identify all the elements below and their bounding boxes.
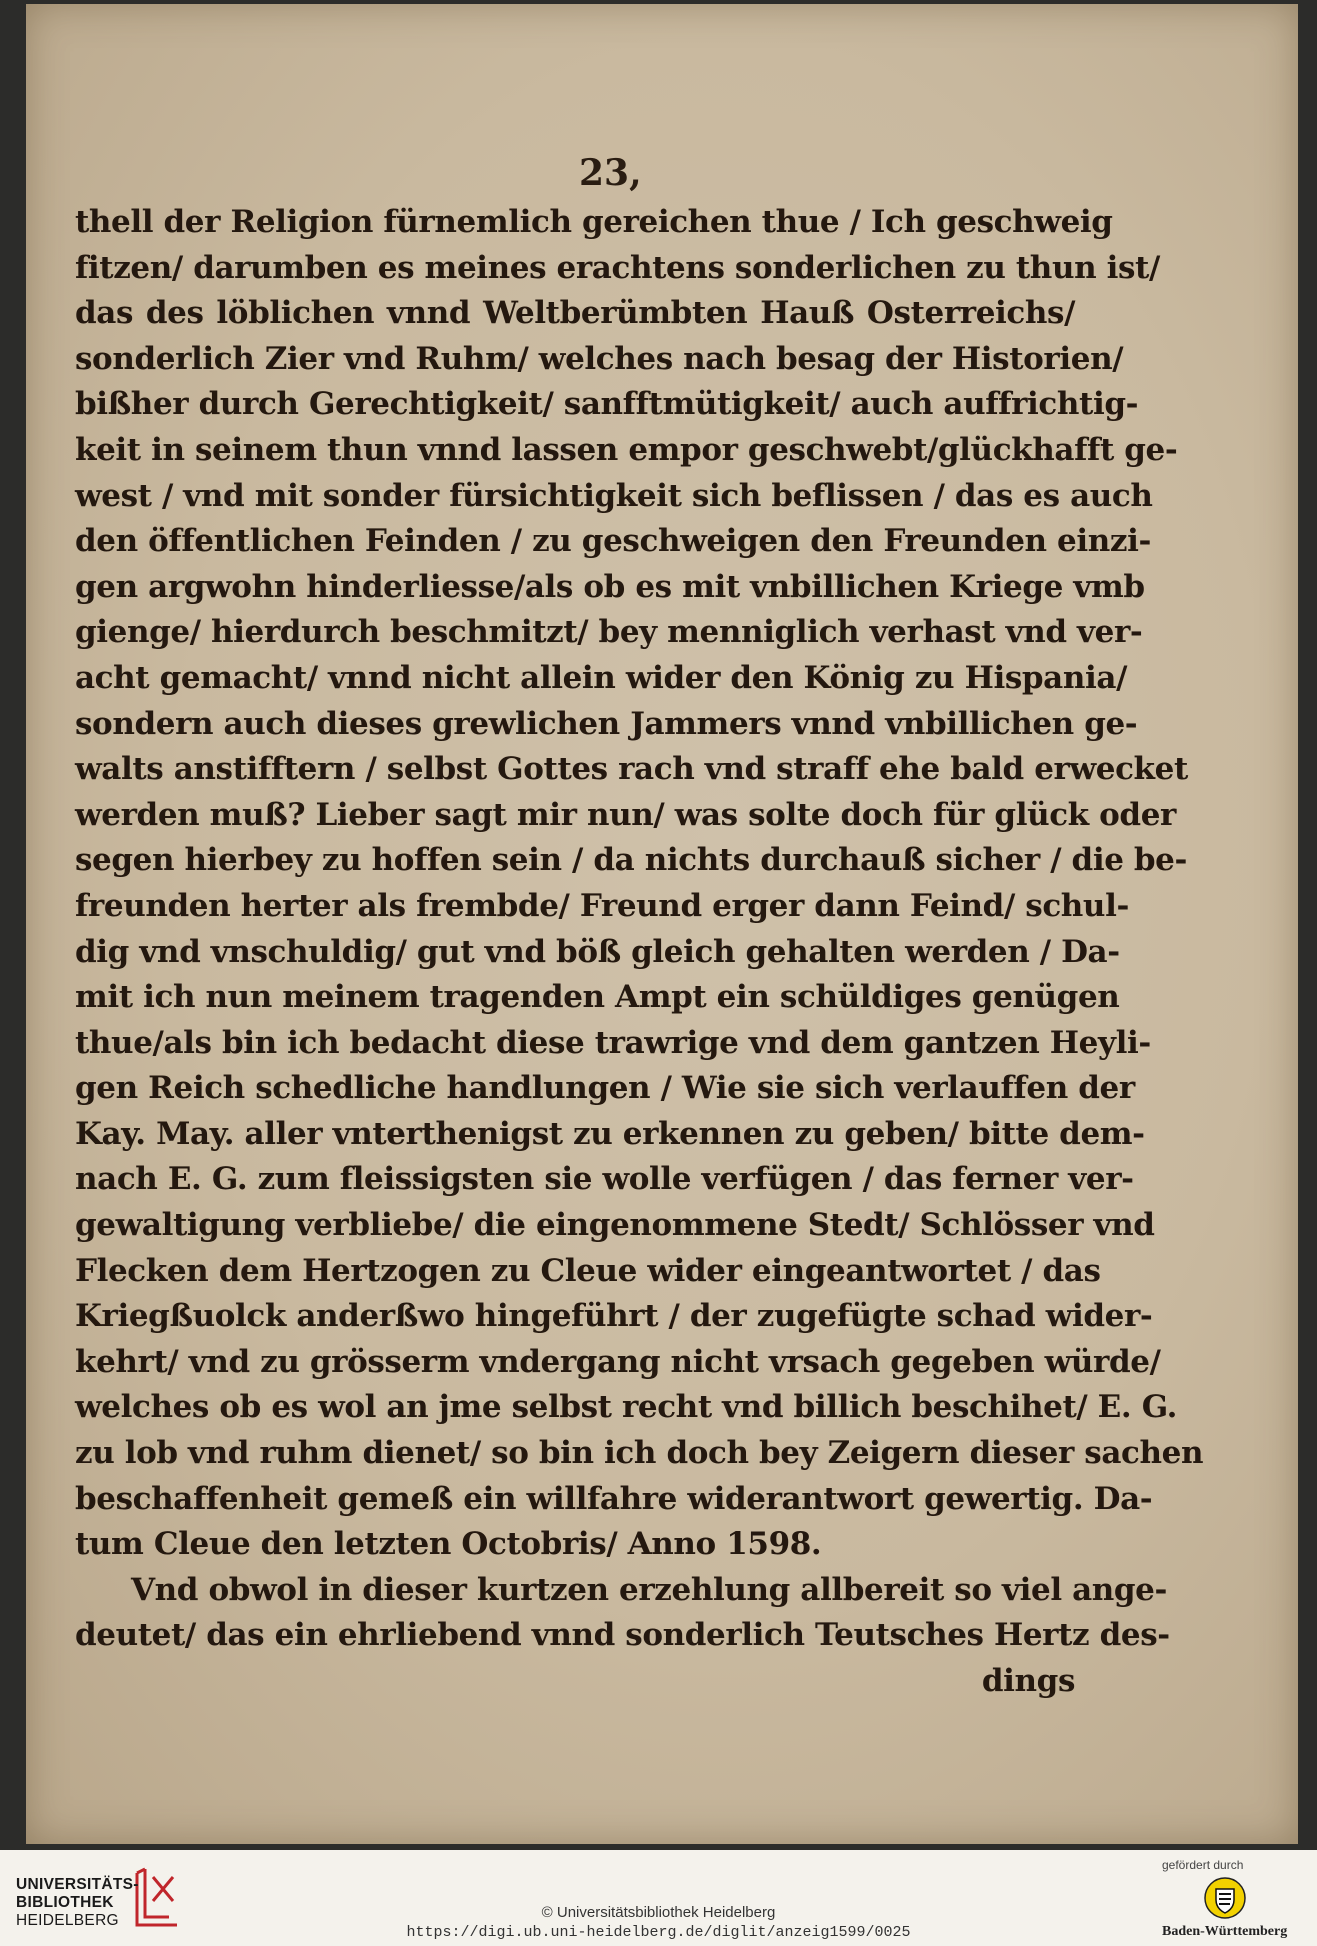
text-line: Flecken dem Hertzogen zu Cleue wider eingeantwortet / das [75, 1252, 1101, 1289]
library-name-line: UNIVERSITÄTS- [16, 1876, 139, 1893]
text-line: welches ob es wol an jme selbst recht vnd billich beschihet/ E. G. [75, 1389, 1178, 1426]
text-line: gen argwohn hinderliesse/als ob es mit vnbillichen Kriege vmb [75, 568, 1145, 605]
sponsor-name: Baden-Württemberg [1162, 1924, 1288, 1939]
text-line: werden muß? Lieber sagt mir nun/ was solte doch für glück oder [75, 796, 1176, 833]
permalink-url[interactable]: https://digi.ub.uni-heidelberg.de/diglit/anzeig1599/0025 [406, 1924, 911, 1941]
text-line: sondern auch dieses grewlichen Jammers vnnd vnbillichen ge- [75, 705, 1138, 742]
text-line: sonderlich Zier vnd Ruhm/ welches nach besag der Historien/ [75, 340, 1124, 377]
copyright-notice: © Universitätsbibliothek Heidelberg [541, 1904, 776, 1921]
text-line: nach E. G. zum fleissigsten sie wolle verfügen / das ferner ver- [75, 1161, 1134, 1198]
text-line: dig vnd vnschuldig/ gut vnd böß gleich gehalten werden / Da- [75, 933, 1120, 970]
text-line: beschaffenheit gemeß ein willfahre widerantwort gewertig. Da- [75, 1480, 1153, 1517]
text-line: walts anstifftern / selbst Gottes rach vnd straff ehe bald erwecket [75, 751, 1188, 788]
text-line: mit ich nun meinem tragenden Ampt ein schüldiges genügen [75, 979, 1120, 1016]
text-line: gienge/ hierdurch beschmitzt/ bey menniglich verhast vnd ver- [75, 614, 1143, 651]
text-line: segen hierbey zu hoffen sein / da nichts durchauß sicher / die be- [75, 842, 1187, 879]
text-line: freunden herter als frembde/ Freund erger dann Feind/ schul- [75, 887, 1129, 924]
page-number: 23, [579, 152, 642, 194]
text-line: bißher durch Gerechtigkeit/ sanfftmütigkeit/ auch auffrichtig- [75, 386, 1139, 423]
library-logo-icon [131, 1865, 183, 1933]
text-block [75, 200, 1204, 1705]
book-page [26, 4, 1298, 1844]
text-line: kehrt/ vnd zu grösserm vndergang nicht vrsach gegeben würde/ [75, 1343, 1161, 1380]
text-line: Kriegßuolck anderßwo hingeführt / der zugefügte schad wider- [75, 1298, 1153, 1335]
text-line: acht gemacht/ vnnd nicht allein wider den König zu Hispania/ [75, 659, 1127, 696]
text-line: deutet/ das ein ehrliebend vnnd sonderlich Teutsches Hertz des- [75, 1617, 1170, 1654]
library-name-line: BIBLIOTHEK [16, 1894, 114, 1911]
text-line: Kay. May. aller vnterthenigst zu erkennen zu geben/ bitte dem- [75, 1115, 1145, 1152]
catchword: dings [981, 1663, 1075, 1699]
text-line: das des löblichen vnnd Weltberümbten Hauß Osterreichs/ [75, 295, 1075, 332]
text-line: zu lob vnd ruhm dienet/ so bin ich doch bey Zeigern dieser sachen [75, 1435, 1204, 1472]
text-line: gen Reich schedliche handlungen / Wie sie sich verlauffen der [75, 1070, 1135, 1107]
text-line: thell der Religion fürnemlich gereichen thue / Ich geschweig [75, 204, 1113, 240]
text-line: Vnd obwol in dieser kurtzen erzehlung allbereit so viel ange- [131, 1571, 1167, 1608]
sponsor-label: gefördert durch [1162, 1858, 1244, 1872]
text-line: keit in seinem thun vnnd lassen empor geschwebt/glückhafft ge- [75, 431, 1178, 468]
text-line: fitzen/ darumben es meines erachtens sonderlichen zu thun ist/ [75, 249, 1160, 286]
text-line: thue/als bin ich bedacht diese trawrige vnd dem gantzen Heyli- [75, 1024, 1151, 1061]
library-name-line: HEIDELBERG [16, 1912, 119, 1929]
text-line: den öffentlichen Feinden / zu geschweigen den Freunden einzi- [75, 523, 1151, 560]
text-line: west / vnd mit sonder fürsichtigkeit sich beflissen / das es auch [75, 477, 1153, 514]
text-line: gewaltigung verbliebe/ die eingenommene Stedt/ Schlösser vnd [75, 1207, 1155, 1244]
text-line: tum Cleue den letzten Octobris/ Anno 1598. [75, 1526, 822, 1563]
state-seal-icon [1203, 1876, 1247, 1920]
library-name [16, 1876, 139, 1930]
